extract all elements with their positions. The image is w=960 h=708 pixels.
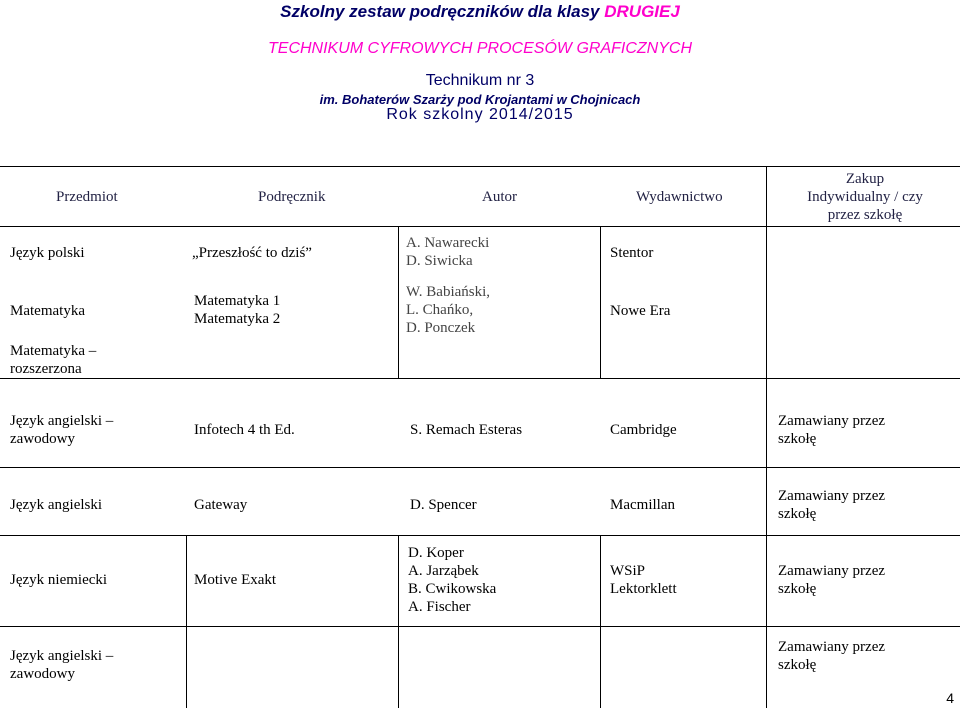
publisher-line: Lektorklett	[610, 581, 677, 597]
school-patron: im. Bohaterów Szarży pod Krojantami w Chojnicach	[319, 92, 641, 107]
table-rule	[0, 467, 960, 468]
cell-subject: Język angielski	[10, 497, 103, 513]
header-purchase	[770, 170, 960, 224]
author-line: B. Cwikowska	[408, 581, 497, 597]
subject-line: zawodowy	[10, 666, 75, 682]
table-rule	[0, 626, 960, 627]
table-rule	[186, 535, 187, 708]
cell-subject: Język niemiecki	[10, 572, 108, 588]
cell-subject: Matematyka	[10, 303, 85, 319]
table-rule	[600, 535, 601, 708]
cell-author: D. Spencer	[410, 497, 477, 513]
cell-publisher: Cambridge	[610, 422, 677, 438]
cell-subject	[10, 342, 96, 378]
cell-textbook: Infotech 4 th Ed.	[194, 422, 295, 438]
subject-line: Matematyka –	[10, 343, 97, 359]
table-rule	[600, 226, 601, 378]
purchase-line: Zamawiany przez	[778, 563, 886, 579]
school-year: Rok szkolny 2014/2015	[386, 106, 574, 123]
cell-subject	[10, 412, 113, 448]
school-name: Technikum nr 3	[425, 72, 535, 89]
header-purchase-line2: Indywidualny / czy	[807, 189, 923, 205]
school-type: TECHNIKUM CYFROWYCH PROCESÓW GRAFICZNYCH	[268, 40, 692, 57]
author-line: D. Siwicka	[406, 253, 473, 269]
table-rule	[0, 166, 960, 167]
header-publisher: Wydawnictwo	[636, 189, 723, 205]
author-line: D. Koper	[408, 545, 464, 561]
author-line: D. Ponczek	[406, 320, 476, 336]
table-rule	[398, 226, 399, 378]
cell-textbook	[194, 292, 280, 328]
purchase-line: Zamawiany przez	[778, 488, 886, 504]
purchase-line: szkołę	[778, 657, 817, 673]
publisher-line: WSiP	[610, 563, 646, 579]
cell-publisher: Nowe Era	[610, 303, 671, 319]
header-subject: Przedmiot	[56, 189, 118, 205]
table-rule	[0, 535, 960, 536]
cell-author	[406, 283, 490, 337]
purchase-line: szkołę	[778, 431, 817, 447]
author-line: A. Fischer	[408, 599, 471, 615]
cell-textbook: Gateway	[194, 497, 248, 513]
cell-purchase	[778, 562, 885, 598]
textbook-line: Matematyka 2	[194, 311, 281, 327]
subject-line: Język angielski –	[10, 648, 114, 664]
cell-publisher: Stentor	[610, 245, 654, 261]
page-number: 4	[946, 690, 954, 706]
cell-publisher: Macmillan	[610, 497, 675, 513]
header-textbook: Podręcznik	[258, 189, 326, 205]
header-purchase-line3: przez szkołę	[827, 207, 903, 223]
purchase-line: szkołę	[778, 506, 817, 522]
table-rule	[766, 166, 767, 708]
purchase-line: szkołę	[778, 581, 817, 597]
table-rule	[0, 226, 960, 227]
title-class: DRUGIEJ	[604, 2, 680, 21]
cell-purchase	[778, 487, 885, 523]
textbook-line: Matematyka 1	[194, 293, 281, 309]
author-line: A. Jarząbek	[408, 563, 479, 579]
subject-line: rozszerzona	[10, 361, 82, 377]
title-prefix: Szkolny zestaw podręczników dla klasy	[280, 2, 605, 21]
cell-purchase	[778, 638, 885, 674]
cell-textbook: „Przeszłość to dziś”	[192, 245, 312, 261]
cell-author: S. Remach Esteras	[410, 422, 523, 438]
cell-purchase	[778, 412, 885, 448]
table-rule	[398, 535, 399, 708]
author-line: L. Chańko,	[406, 302, 474, 318]
subject-line: zawodowy	[10, 431, 75, 447]
cell-subject	[10, 647, 113, 683]
header-purchase-line1: Zakup	[845, 171, 885, 187]
cell-publisher	[610, 562, 677, 598]
author-line: A. Nawarecki	[406, 235, 490, 251]
author-line: W. Babiański,	[406, 284, 491, 300]
header-author: Autor	[482, 189, 517, 205]
cell-author	[408, 544, 496, 616]
table-rule	[0, 378, 960, 379]
subject-line: Język angielski –	[10, 413, 114, 429]
document-title	[0, 2, 960, 22]
cell-subject: Język polski	[10, 245, 85, 261]
purchase-line: Zamawiany przez	[778, 639, 886, 655]
cell-textbook: Motive Exakt	[194, 572, 277, 588]
purchase-line: Zamawiany przez	[778, 413, 886, 429]
cell-author	[406, 234, 489, 270]
